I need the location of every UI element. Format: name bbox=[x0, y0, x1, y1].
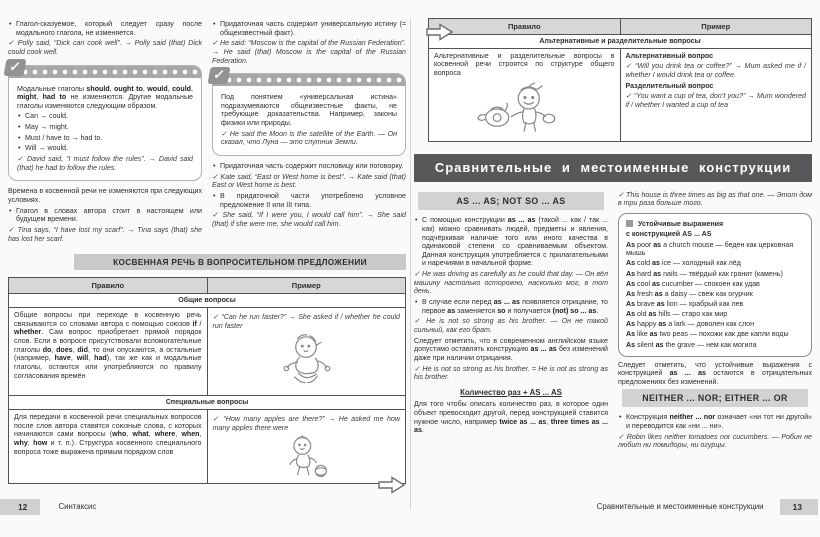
example-text: ✓ He was driving as carefully as he could that day. — Он вёл машину настолько осторожно, насколько мог, в тот день. bbox=[414, 270, 608, 296]
dots-band-decoration bbox=[9, 66, 201, 78]
sub-heading-times-as: Количество раз + AS ... AS bbox=[460, 387, 562, 397]
page-right bbox=[414, 18, 813, 512]
right-page-footer bbox=[414, 499, 812, 515]
idiom-item: As silent as the grave — нем как могила bbox=[626, 340, 757, 349]
reported-questions-table bbox=[8, 277, 406, 484]
callout-item: • May → might. bbox=[17, 123, 193, 132]
callout-item: • Must / have to → had to. bbox=[17, 134, 193, 143]
rule-bullet: • В придаточной части употреблено условное предложение II или III типа. bbox=[212, 192, 406, 209]
table-span-alt-tag-questions: Альтернативные и разделительные вопросы bbox=[429, 35, 812, 49]
alternative-questions-table bbox=[428, 18, 812, 142]
topic-heading-as-as: AS ... AS; NOT SO ... AS bbox=[418, 192, 604, 211]
idiom-item: As cold as ice — холодный как лёд bbox=[626, 259, 741, 268]
example-subtitle: Разделительный вопрос bbox=[625, 81, 714, 90]
alt-questions-table-wrap bbox=[428, 18, 812, 142]
rule-bullet: • Конструкция neither ... nor означает «ни тот ни другой» и переводится как «ни ... ни». bbox=[618, 413, 812, 430]
idiom-item: As happy as a lark — доволен как слон bbox=[626, 320, 755, 329]
square-bullet-icon bbox=[626, 220, 633, 227]
table-row bbox=[429, 48, 812, 141]
table-row bbox=[9, 409, 406, 483]
page-number: 12 bbox=[0, 499, 40, 515]
child-with-ball-illustration bbox=[280, 435, 332, 479]
rule-bullet: • С помощью конструкции as ... as (такой ... как / так ... как) можно сравнивать людей, предметы и явления, подчёркивая наличие того или иного качества в одинаковой степени со сравниваемым объектом. Данная конструкция употребляется с прилагательными и наречиями в начальной форме. bbox=[414, 216, 608, 268]
table-header-example: Пример bbox=[207, 278, 406, 294]
rule-cell: Общие вопросы при переходе в косвенную речь связываются со словами автора с помощью союзов if / whether. Сам вопрос приобретает прямой порядок слов. Если в вопросе присутствовали вспомогательные глаголы do, does, did, то они опускаются, а остальные (например, have, will, had), так же как и модальные глаголы, остаются или употребляются по правилу согласования времён bbox=[9, 308, 208, 396]
example-text: ✓ Kate said, “East or West home is best”. → Kate said (that) East or West home is best. bbox=[212, 172, 406, 190]
idiom-item: As old as hills — старо как мир bbox=[626, 310, 728, 319]
rule-cell bbox=[429, 48, 621, 141]
left-column-1 bbox=[8, 18, 202, 245]
section-title: КОСВЕННАЯ РЕЧЬ В ВОПРОСИТЕЛЬНОМ ПРЕДЛОЖЕНИИ bbox=[74, 254, 406, 270]
rule-paragraph: Для того чтобы описать количество раз, в которое один объект превосходит другой, перед конструкцией ставится нужное число, например twice as ... as, three times as ... as. bbox=[414, 400, 608, 435]
page-left bbox=[8, 18, 406, 512]
callout-item: • Can → could. bbox=[17, 112, 193, 121]
example-text: ✓ He is not so strong as his brother. = He is not as strong as his brother. bbox=[414, 364, 608, 382]
left-column-2 bbox=[212, 18, 406, 245]
left-top-columns bbox=[8, 18, 406, 245]
idiom-box-title bbox=[626, 220, 804, 229]
example-text: ✓ He is not so strong as his brother. — Он не такой сильный, как его брат. bbox=[414, 317, 608, 334]
idiom-item: As fresh as a daisy — свеж как огурчик bbox=[626, 289, 753, 298]
example-text: ✓ “Can he run faster?” → She asked if / whether he could run faster bbox=[212, 313, 400, 330]
example-cell bbox=[207, 308, 406, 396]
continued-arrow-icon bbox=[378, 476, 406, 497]
checkmark-icon: ✓ bbox=[4, 59, 27, 76]
table-header-rule: Правило bbox=[9, 278, 208, 294]
right-columns bbox=[414, 191, 812, 452]
table-span-general-questions: Общие вопросы bbox=[9, 294, 406, 308]
example-text: ✓ This house is three times as big as that one. — Этот дом в три раза больше того. bbox=[618, 190, 812, 208]
rule-bullet: • В случае если перед as ... as появляется отрицание, то первое as заменяется so и получается (not) so ... as. bbox=[414, 298, 608, 315]
example-text: ✓ Tina says, “I have lost my scarf”. → Tina says (that) she has lost her scarf. bbox=[8, 225, 202, 243]
example-text: ✓ “You want a cup of tea, don’t you?” → Mum wondered if / whether I wanted a cup of tea bbox=[625, 92, 806, 109]
footer-section-label: Сравнительные и местоименные конструкции bbox=[596, 502, 764, 512]
footer-section-label: Синтаксис bbox=[58, 502, 97, 512]
girl-with-teapot-illustration bbox=[476, 81, 572, 137]
right-column-2 bbox=[618, 191, 812, 452]
example-text: ✓ He said the Moon is the satellite of the Earth. — Он сказал, что Луна — это спутник Земли. bbox=[221, 129, 397, 147]
idiom-item: As cool as cucumber — спокоен как удав bbox=[626, 279, 760, 288]
idiom-item: As brave as lion — храбрый как лев bbox=[626, 299, 744, 308]
example-text: ✓ David said, “I must follow the rules”. → David said (that) he had to follow the rules. bbox=[17, 155, 193, 172]
example-text: ✓ She said, “If I were you, I would call him”. → She said (that) if she were me, she would call him. bbox=[212, 211, 406, 228]
callout-item: • Will → would. bbox=[17, 144, 193, 153]
left-page-footer bbox=[8, 499, 406, 515]
example-cell bbox=[620, 48, 812, 141]
idiom-item: As poor as a church mouse — беден как церковная мышь bbox=[626, 240, 794, 258]
rule-text: Альтернативные и разделительные вопросы в косвенной речи строятся по структуре общего вопроса bbox=[434, 51, 615, 78]
rule-bullet: • Придаточная часть содержит универсальную истину (= общеизвестный факт). bbox=[212, 20, 406, 37]
rule-cell: Для передачи в косвенной речи специальных вопросов после слов автора ставятся союзные слова, с которых начинаются сами вопросы (who, what, where, when, why, how и т. п.). Структура косвенного специального вопроса тоже выражена прямым порядком слов bbox=[9, 409, 208, 483]
rule-bullet: • Придаточная часть содержит пословицу или поговорку. bbox=[212, 162, 406, 171]
rule-paragraph: Времена в косвенной речи не изменяются при следующих условиях. bbox=[8, 187, 202, 204]
example-text: ✓ He said: “Moscow is the capital of the Russian Federation”. → He said (that) Moscow is the capital of the Russian Federation. bbox=[212, 39, 406, 65]
page-number: 13 bbox=[780, 499, 818, 515]
idiom-item: As hard as nails — твёрдый как гранит (камень) bbox=[626, 269, 783, 278]
chapter-banner: Сравнительные и местоименные конструкции bbox=[414, 154, 812, 182]
example-text: ✓ Polly said, “Dick can cook well”. → Polly said (that) Dick could cook well. bbox=[8, 39, 202, 56]
sitting-child-illustration bbox=[278, 333, 334, 391]
example-cell bbox=[207, 409, 406, 483]
rule-bullet: • Глагол в словах автора стоит в настоящем или будущем времени. bbox=[8, 207, 202, 224]
topic-heading-neither-nor: NEITHER ... NOR; EITHER ... OR bbox=[622, 389, 808, 408]
rule-paragraph: Следует отметить, что в современном английском языке допустимо оставлять конструкцию as ... as без изменений даже при наличии отрицания. bbox=[414, 336, 608, 362]
table-span-special-questions: Специальные вопросы bbox=[9, 396, 406, 410]
example-subtitle: Альтернативный вопрос bbox=[625, 51, 714, 60]
page-gutter-divider bbox=[410, 18, 411, 510]
callout-text: Модальные глаголы should, ought to, would, could, might, had to не изменяются. Другие модальные глаголы изменяются следующим образом. bbox=[17, 84, 193, 110]
checkmark-icon: ✓ bbox=[208, 67, 231, 84]
dots-band-decoration bbox=[213, 74, 405, 86]
callout-text: Под понятием «универсальная истина» подразумеваются общеизвестные факты, не требующие доказательства. Например, законы физики или природы. bbox=[221, 93, 397, 128]
example-text: ✓ “Will you drink tea or coffee?” → Mum asked me if / whether I would drink tea or coffee. bbox=[625, 62, 806, 80]
rule-paragraph: Следует отметить, что устойчивые выражения с конструкцией as ... as остаются в отрицательных предложениях без изменений. bbox=[618, 360, 813, 386]
rule-bullet: • Глагол-сказуемое, который следует сразу после модального глагола, не изменяется. bbox=[8, 20, 202, 37]
set-expressions-box bbox=[618, 213, 812, 357]
idiom-title-line1: Устойчивые выражения bbox=[638, 220, 724, 229]
example-text: ✓ Robin likes neither tomatoes nor cucumbers. — Робин не любит ни помидоры, ни огурцы. bbox=[618, 432, 812, 450]
note-callout-modal-verbs bbox=[8, 58, 202, 182]
table-header-rule: Правило bbox=[429, 19, 621, 35]
table-row bbox=[9, 308, 406, 396]
idiom-box-title2: с конструкцией AS ... AS bbox=[626, 230, 712, 239]
continued-from-arrow-icon bbox=[426, 23, 454, 44]
note-callout-universal-truth bbox=[212, 67, 406, 156]
example-text: ✓ “How many apples are there?” → He asked me how many apples there were bbox=[212, 414, 400, 432]
idiom-item: As like as two peas — похожи как две капли воды bbox=[626, 330, 789, 339]
table-header-example: Пример bbox=[620, 19, 812, 35]
right-column-1 bbox=[414, 191, 608, 452]
